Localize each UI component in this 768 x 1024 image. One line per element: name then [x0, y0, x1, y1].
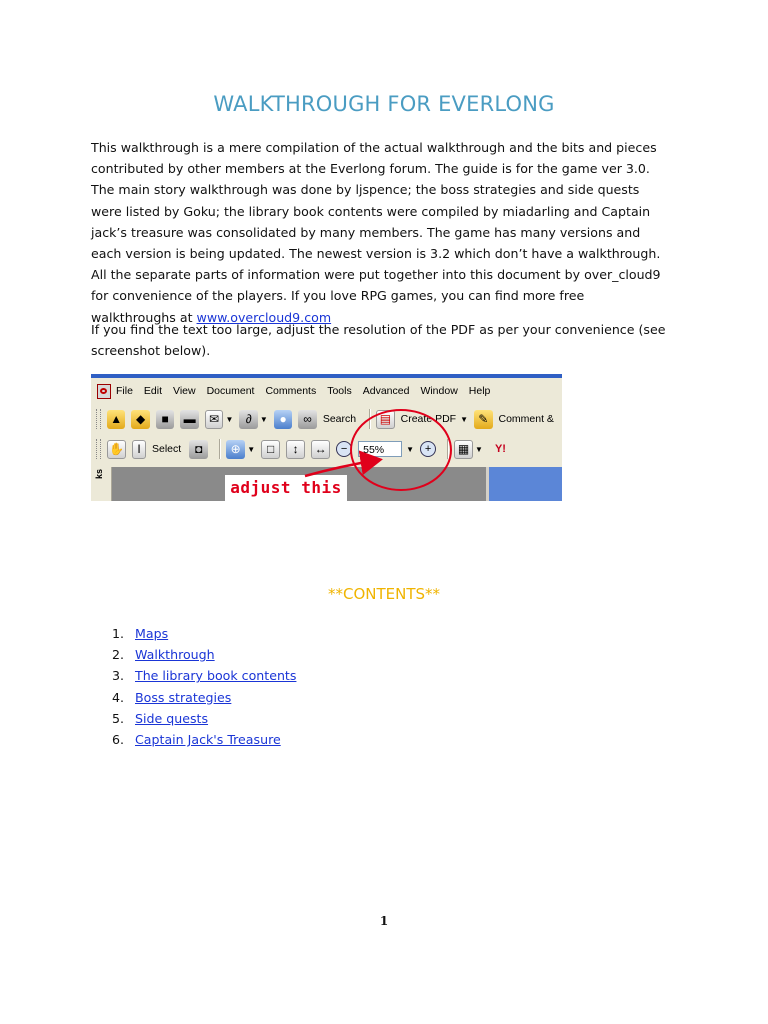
toc-link-captain-jacks-treasure[interactable]: Captain Jack's Treasure — [135, 732, 281, 748]
red-circle-annotation — [351, 410, 451, 490]
toc-link-side-quests[interactable]: Side quests — [135, 710, 209, 726]
menu-document: Document — [206, 385, 255, 397]
contents-heading: **CONTENTS** — [327, 585, 441, 603]
zoom-in-circle-icon: + — [420, 441, 436, 457]
toc-item — [112, 665, 296, 686]
snapshot-camera-icon: ◘ — [189, 440, 208, 459]
chevron-down-icon: ▼ — [225, 414, 234, 424]
toc-number: 5. — [112, 710, 125, 726]
menu-advanced: Advanced — [362, 385, 410, 397]
fit-width-icon: ↔ — [311, 440, 330, 459]
intro-text: This walkthrough is a mere compilation of the actual walkthrough and the bits and pieces contributed by other members at the Everlong forum. The guide is for the game ver 3.0. The main story walkthrough was done by ljspence; the boss strategies and side quests were listed by Goku; the library book contents were compiled by miadarling and Captain jack’s treasure was consolidated by many members. The game has many versions and each version is being updated. The newest version is 3.2 which don’t have a walkthrough. All the separate parts of information were put together into this document by over_cloud9 for convenience of the players. If you love RPG games, you can find more free walkthroughs at — [91, 140, 661, 325]
print-icon: ▬ — [180, 410, 199, 429]
comment-label: Comment & — [498, 413, 554, 425]
create-pdf-icon: ▤ — [376, 410, 395, 429]
globe-icon: ● — [274, 410, 293, 429]
comment-icon: ✎ — [474, 410, 493, 429]
menu-tools: Tools — [327, 385, 352, 397]
menu-edit: Edit — [143, 385, 163, 397]
menu-file: File — [116, 385, 133, 397]
table-of-contents — [112, 623, 296, 750]
resolution-note: If you find the text too large, adjust the resolution of the PDF as per your convenience (see screenshot below). — [91, 322, 666, 359]
zoom-level-field: 55% — [358, 441, 402, 457]
adjust-this-annotation: adjust this — [225, 475, 347, 501]
menu-window: Window — [420, 385, 458, 397]
page-title: WALKTHROUGH FOR EVERLONG — [213, 92, 555, 116]
attach-paperclip-icon: ∂ — [239, 410, 258, 429]
intro-paragraph — [91, 137, 673, 328]
zoom-in-icon: ⊕ — [226, 440, 245, 459]
binoculars-search-icon: ∞ — [298, 410, 317, 429]
email-icon: ✉ — [205, 410, 224, 429]
toc-item — [112, 687, 296, 708]
pdf-viewer-screenshot — [91, 374, 562, 501]
select-label: Select — [152, 443, 182, 455]
toc-number: 3. — [112, 668, 125, 684]
toc-number: 1. — [112, 626, 125, 641]
toc-item — [112, 623, 296, 644]
save-icon: ■ — [156, 410, 175, 429]
organizer-icon: ◆ — [131, 410, 150, 429]
toc-link-boss-strategies[interactable]: Boss strategies — [135, 689, 232, 705]
bookmarks-tab-label: ks — [94, 468, 104, 479]
fit-page-icon: ↕ — [286, 440, 305, 459]
chevron-down-icon: ▼ — [460, 414, 468, 424]
search-label: Search — [322, 413, 357, 425]
page-number: 1 — [379, 914, 389, 928]
toc-link-maps[interactable]: Maps — [135, 626, 169, 641]
toc-number: 6. — [112, 732, 125, 748]
overcloud9-link[interactable]: www.overcloud9.com — [196, 309, 332, 325]
chevron-down-icon: ▼ — [475, 444, 483, 454]
page-layout-icon: ▦ — [454, 440, 473, 459]
annotation-overlay — [91, 378, 562, 501]
create-pdf-label: Create PDF — [400, 413, 457, 425]
menu-comments: Comments — [265, 385, 317, 397]
hand-tool-icon: ✋ — [107, 440, 126, 459]
toc-link-walkthrough[interactable]: Walkthrough — [135, 647, 215, 663]
red-arrow-annotation — [305, 460, 378, 476]
zoom-out-icon: − — [336, 441, 352, 457]
chevron-down-icon: ▼ — [259, 414, 268, 424]
chevron-down-icon: ▼ — [247, 444, 256, 454]
select-text-icon: I — [132, 440, 146, 459]
toc-number: 2. — [112, 647, 125, 663]
menu-view: View — [173, 385, 196, 397]
chevron-down-icon: ▼ — [406, 444, 415, 454]
open-folder-icon: ▲ — [107, 410, 126, 429]
toc-item — [112, 729, 296, 750]
actual-size-icon: □ — [261, 440, 280, 459]
toc-item — [112, 708, 296, 729]
menu-help: Help — [468, 385, 491, 397]
toc-link-library-books[interactable]: The library book contents — [135, 668, 297, 684]
toc-number: 4. — [112, 689, 125, 705]
yahoo-logo: Y! — [494, 443, 506, 455]
toc-item — [112, 644, 296, 665]
